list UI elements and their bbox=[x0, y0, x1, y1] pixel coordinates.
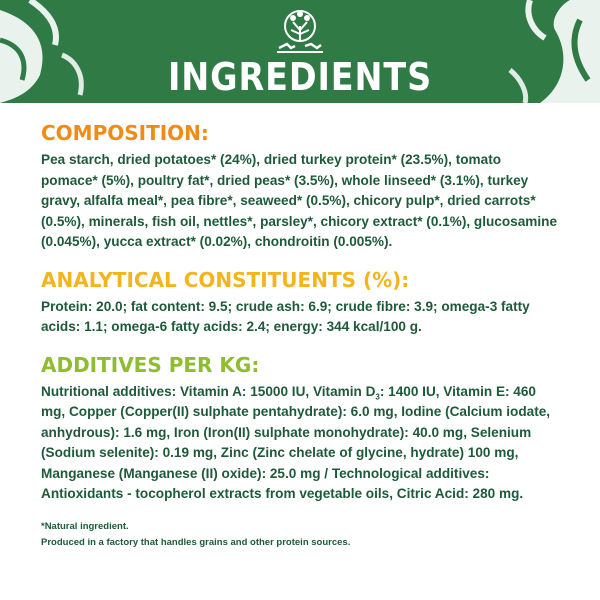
analytical-text: Protein: 20.0; fat content: 9.5; crude ash: 6.9; crude fibre: 3.9; omega-3 fatty acids: 1.1; omega-6 fatty acids: 2.4; energy: 344 kcal/100 g. bbox=[41, 298, 530, 334]
page-title: INGREDIENTS bbox=[167, 55, 433, 99]
ingredients-content bbox=[41, 120, 561, 551]
header-banner bbox=[0, 0, 600, 103]
composition-heading: COMPOSITION: bbox=[41, 121, 209, 145]
vitamin-d3-subscript: 3 bbox=[375, 392, 380, 402]
additives-heading: ADDITIVES PER KG: bbox=[41, 352, 260, 377]
tree-with-animals-icon bbox=[273, 8, 327, 54]
analytical-section bbox=[41, 267, 561, 338]
composition-text: Pea starch, dried potatoes* (24%), dried turkey protein* (23.5%), tomato pomace* (5%), poultry fat*, dried peas* (3.5%), whole linseed* (3.1%), turkey gravy, alfalfa meal*, pea fibre*, seaweed* (0.5%), chicory pulp*, dried carrots* (0.5%), minerals, fish oil, nettles*, parsley*, chicory extract* (0.1%), glucosamine (0.045%), yucca extract* (0.02%), chondroitin (0.005%). bbox=[41, 152, 557, 249]
natural-ingredient-note: *Natural ingredient. bbox=[41, 520, 129, 532]
additives-section bbox=[41, 352, 561, 505]
factory-note: Produced in a factory that handles grains and other protein sources. bbox=[41, 536, 351, 548]
footnotes bbox=[41, 519, 561, 551]
analytical-heading: ANALYTICAL CONSTITUENTS (%): bbox=[41, 267, 410, 292]
additives-text bbox=[41, 382, 561, 505]
additives-text-part1: Nutritional additives: Vitamin A: 15000 IU, Vitamin D bbox=[41, 383, 376, 399]
composition-section bbox=[41, 120, 561, 253]
additives-text-part2: : 1400 IU, Vitamin E: 460 mg, Copper (Copper(II) sulphate pentahydrate): 6.0 mg, Iodine (Calcium iodate, anhydrous): 1.6 mg, Iron (Iron(II) sulphate monohydrate): 40.0 mg, Selenium (Sodium selenite): 0.19 mg, Zinc (Zinc chelate of glycine, hydrate) 100 mg, Manganese (Manganese (II) oxide): 25.0 mg / Technological additives: Antioxidants - tocopherol extracts from vegetable oils, Citric Acid: 280 mg. bbox=[41, 383, 551, 501]
